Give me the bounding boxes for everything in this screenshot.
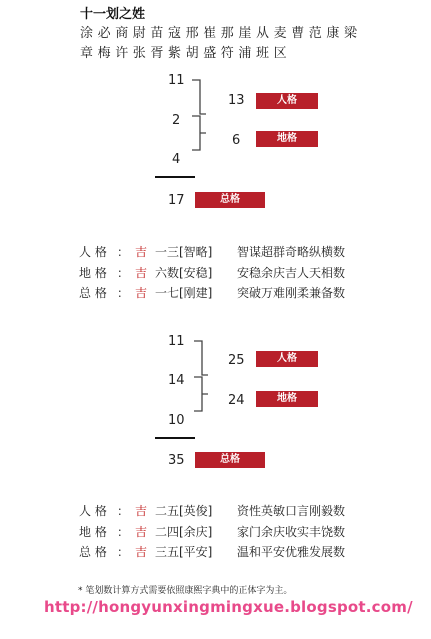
row-sep: ： [117,504,130,518]
ren-ge-value: 13 [228,93,245,108]
di-ge-value: 6 [232,133,241,148]
row-sep: ： [117,525,130,539]
luck-mark: 吉 [135,286,148,300]
row-label: 地 格 [79,525,107,539]
brace-icon [190,78,210,152]
luck-mark: 吉 [135,504,148,518]
number-top: 11 [168,73,185,88]
row-value: 一七[刚建] [155,286,213,300]
row-desc: 温和平安优雅发展数 [237,545,346,559]
luck-mark: 吉 [135,266,148,280]
row-label: 地 格 [79,266,107,280]
result-row [79,284,345,301]
result-row [79,502,345,519]
row-desc: 资性英敏口言刚毅数 [237,504,346,518]
number-middle: 2 [172,113,181,128]
row-value: 一三[智略] [155,245,213,259]
number-bottom: 4 [172,152,181,167]
section-title: 十一划之姓 [80,7,146,22]
row-label: 人 格 [79,504,107,518]
row-sep: ： [117,286,130,300]
row-sep: ： [117,266,130,280]
row-label: 总 格 [79,286,107,300]
result-row [79,264,345,281]
zong-ge-badge: 总格 [195,452,265,468]
ren-ge-badge: 人格 [256,93,318,109]
surname-line-2: 章梅许张胥紫胡盛符浦班区 [80,46,292,61]
row-desc: 突破万难刚柔兼备数 [237,286,346,300]
row-value: 二五[英俊] [155,504,213,518]
row-label: 总 格 [79,545,107,559]
row-value: 二四[余庆] [155,525,213,539]
sum-line [155,176,195,178]
zong-ge-value: 17 [168,193,185,208]
row-desc: 家门余庆收实丰饶数 [237,525,346,539]
row-sep: ： [117,245,130,259]
surname-line-1: 涂必商尉苗寇邢崔那崖从麦曹范康梁 [80,26,362,41]
result-row [79,543,345,560]
ren-ge-badge: 人格 [256,351,318,367]
sum-line [155,437,195,439]
di-ge-value: 24 [228,393,245,408]
result-row [79,523,345,540]
row-value: 六数[安稳] [155,266,213,280]
row-label: 人 格 [79,245,107,259]
row-desc: 安稳余庆吉人天相数 [237,266,346,280]
ren-ge-value: 25 [228,353,245,368]
luck-mark: 吉 [135,245,148,259]
number-top: 11 [168,334,185,349]
zong-ge-badge: 总格 [195,192,265,208]
footnote: * 笔划数计算方式需要依照康熙字典中的正体字为主。 [78,586,293,596]
number-bottom: 10 [168,413,185,428]
row-sep: ： [117,545,130,559]
row-value: 三五[平安] [155,545,213,559]
zong-ge-value: 35 [168,453,185,468]
luck-mark: 吉 [135,525,148,539]
result-row [79,243,345,260]
brace-icon [192,339,212,413]
luck-mark: 吉 [135,545,148,559]
blog-url-link[interactable]: http://hongyunxingmingxue.blogspot.com/ [44,598,413,616]
di-ge-badge: 地格 [256,131,318,147]
row-desc: 智谋超群奇略纵横数 [237,245,346,259]
di-ge-badge: 地格 [256,391,318,407]
number-middle: 14 [168,373,185,388]
